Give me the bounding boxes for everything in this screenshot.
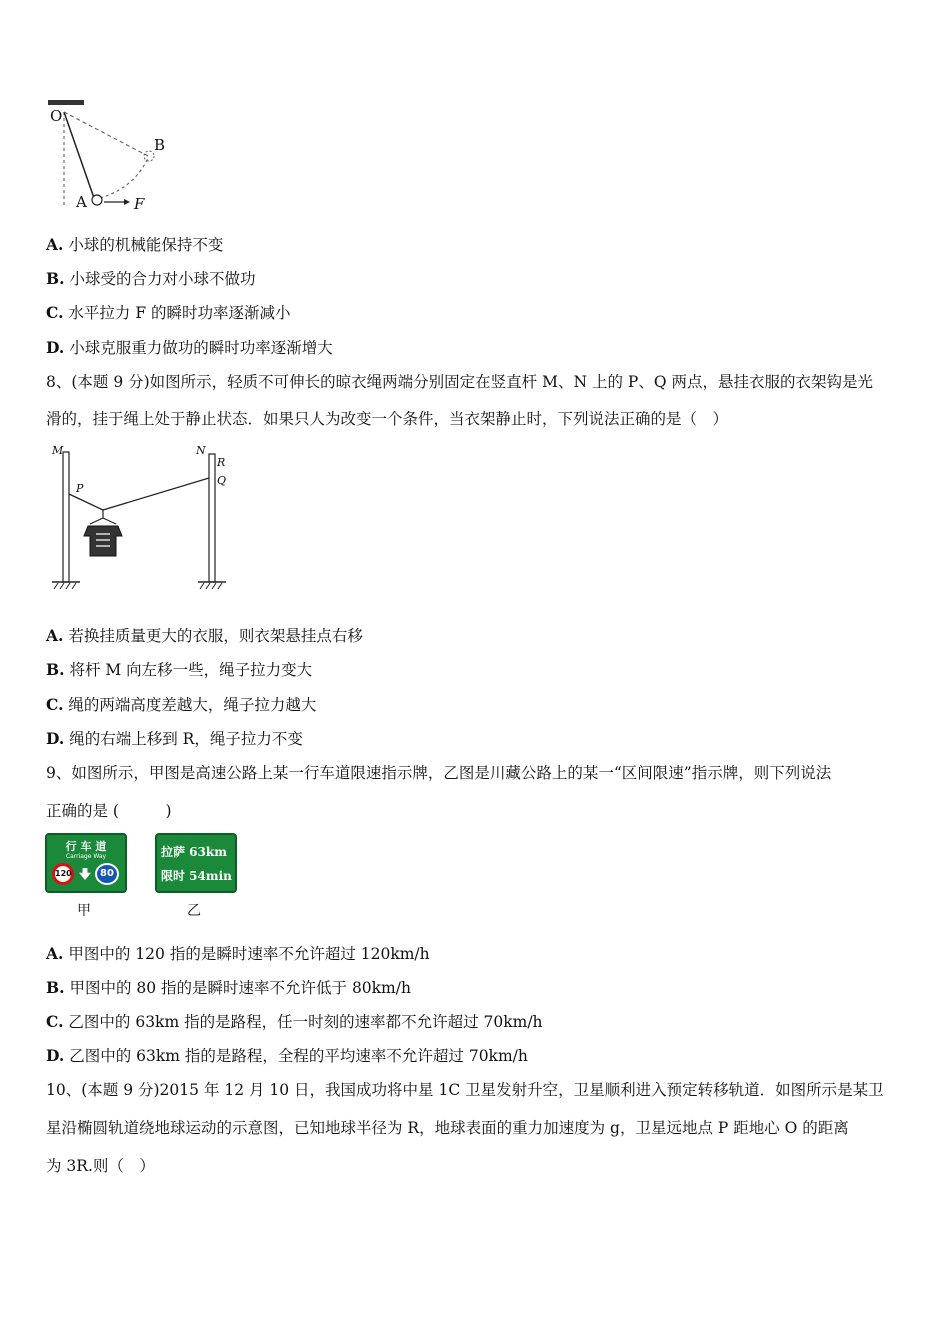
q9-option-b: B. 甲图中的 80 指的是瞬时速率不允许低于 80km/h [46, 978, 411, 997]
label-o: O [50, 107, 63, 125]
sign-jia-subtitle: Carriage Way [65, 853, 107, 860]
ceiling-mount [48, 100, 84, 105]
q7-option-d: D. 小球克服重力做功的瞬时功率逐渐增大 [46, 338, 333, 357]
q7-option-c: C. 水平拉力 F 的瞬时功率逐渐减小 [46, 303, 291, 322]
q10-stem-line2: 星沿椭圆轨道绕地球运动的示意图，已知地球半径为 R，地球表面的重力加速度为 g，卫星远地点 P 距地心 O 的距离 [46, 1119, 849, 1137]
speed-max-badge: 120 [52, 863, 74, 885]
clothesline-diagram [46, 444, 236, 596]
q7-option-a: A. 小球的机械能保持不变 [46, 235, 224, 254]
label-a: A [76, 193, 87, 211]
q8-option-c: C. 绳的两端高度差越大，绳子拉力越大 [46, 695, 317, 714]
rope-left [69, 494, 103, 510]
clothesline-figure [46, 444, 236, 596]
q9-stem-line1: 9、如图所示，甲图是高速公路上某一行车道限速指示牌，乙图是川藏公路上的某一“区间限速”指示牌，则下列说法 [46, 764, 832, 782]
caption-jia: 甲 [77, 903, 91, 919]
sign-yi-row1: 拉萨 63km [161, 845, 227, 859]
pole-m [63, 452, 69, 582]
q10-stem-line1: 10、(本题 9 分)2015 年 12 月 10 日，我国成功将中星 1C 卫星发射升空，卫星顺利进入预定转移轨道．如图所示是某卫 [46, 1081, 884, 1099]
caption-yi: 乙 [187, 903, 201, 919]
down-arrow-icon [79, 868, 91, 880]
q9-stem-line2: 正确的是 ( ) [46, 802, 172, 820]
sign-yi [155, 833, 237, 893]
q9-option-a: A. 甲图中的 120 指的是瞬时速率不允许超过 120km/h [46, 944, 430, 963]
q9-option-d: D. 乙图中的 63km 指的是路程，全程的平均速率不允许超过 70km/h [46, 1046, 528, 1065]
label-m: M [52, 444, 64, 457]
label-r: R [217, 456, 226, 469]
label-f: F [134, 195, 145, 213]
ball-b [144, 151, 154, 161]
sign-yi-row2: 限时 54min [161, 869, 232, 883]
pendulum-diagram [44, 98, 184, 216]
q8-option-b: B. 将杆 M 向左移一些，绳子拉力变大 [46, 660, 313, 679]
label-n: N [196, 444, 206, 457]
arc-path [100, 158, 148, 198]
force-arrowhead [124, 199, 130, 205]
q8-option-d: D. 绳的右端上移到 R，绳子拉力不变 [46, 729, 303, 748]
sign-jia [45, 833, 127, 893]
ball-a [92, 195, 102, 205]
shirt [84, 526, 122, 556]
q7-option-b: B. 小球受的合力对小球不做功 [46, 269, 256, 288]
pendulum-figure [44, 98, 184, 216]
label-p: P [76, 482, 84, 495]
sign-jia-title: 行 车 道 [65, 840, 107, 853]
label-b: B [154, 136, 166, 154]
speed-min-badge: 80 [95, 863, 119, 885]
pole-n [209, 454, 215, 582]
ground-hatch [54, 583, 222, 589]
q8-stem-line1: 8、(本题 9 分)如图所示，轻质不可伸长的晾衣绳两端分别固定在竖直杆 M、N 上的 P、Q 两点，悬挂衣服的衣架钩是光 [46, 373, 873, 391]
rope-right [103, 478, 209, 510]
q8-option-a: A. 若换挂质量更大的衣服，则衣架悬挂点右移 [46, 626, 363, 645]
q8-stem-line2: 滑的，挂于绳上处于静止状态．如果只人为改变一个条件，当衣架静止时，下列说法正确的是（ ） [46, 410, 729, 428]
hanger [90, 510, 116, 524]
q10-stem-line3: 为 3R.则（ ） [46, 1157, 155, 1175]
q9-option-c: C. 乙图中的 63km 指的是路程，任一时刻的速率都不允许超过 70km/h [46, 1012, 543, 1031]
label-q: Q [217, 474, 227, 487]
